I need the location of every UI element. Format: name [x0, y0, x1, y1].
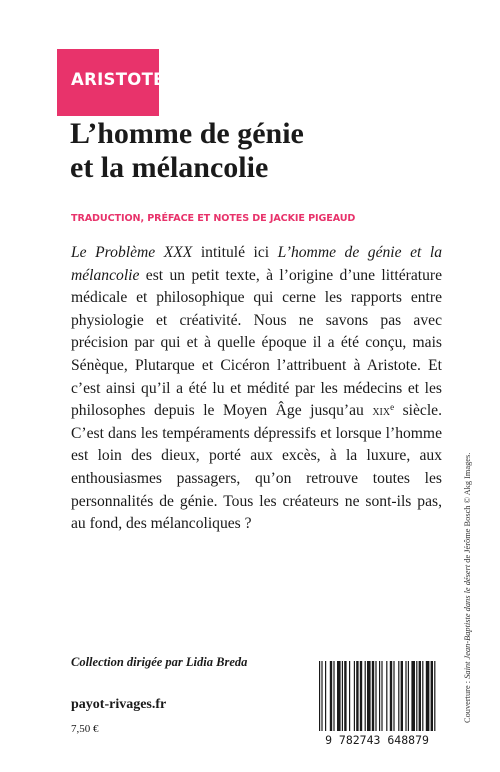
- cover-credit-1: Couverture :: [463, 678, 472, 723]
- barcode-bar: [372, 661, 374, 731]
- barcode-bar: [325, 661, 326, 731]
- barcode-bar: [419, 661, 421, 731]
- barcode-bar: [319, 661, 320, 731]
- publisher-website[interactable]: payot-rivages.fr: [71, 697, 167, 712]
- isbn-barcode: [313, 655, 441, 747]
- barcode-bar: [379, 661, 380, 731]
- barcode-bar: [344, 661, 346, 731]
- barcode-bar: [365, 661, 366, 731]
- barcode-bar: [434, 661, 435, 731]
- barcode-bar: [337, 661, 341, 731]
- cover-image-credit: [463, 453, 472, 723]
- translation-credit: TRADUCTION, PRÉFACE ET NOTES DE JACKIE PIGEAUD: [71, 213, 356, 224]
- title-line-1: L’homme de génie: [70, 117, 304, 150]
- collection-line: Collection dirigée par Lidia Breda: [71, 655, 248, 669]
- barcode-bar: [375, 661, 376, 731]
- isbn-number: 9 782743 648879: [325, 733, 429, 747]
- barcode-bar: [426, 661, 430, 731]
- barcode-bar: [405, 661, 406, 731]
- barcode-bar: [381, 661, 382, 731]
- blurb-text-3: L’homme de génie et la mélancolie: [71, 244, 443, 284]
- book-title: [70, 117, 304, 185]
- barcode-bar: [354, 661, 355, 731]
- barcode-bar: [401, 661, 403, 731]
- author-name: ARISTOTE: [71, 70, 165, 89]
- barcode-bar: [408, 661, 409, 731]
- barcode-bar: [367, 661, 371, 731]
- barcode-bar: [360, 661, 362, 731]
- barcode-bar: [386, 661, 387, 731]
- cover-credit-2: Saint Jean-Baptiste dans le désert: [463, 564, 472, 679]
- barcode-bar: [411, 661, 415, 731]
- blurb-text-5: siècle. C’est dans les tempéraments dépressifs et lorsque l’homme est loin des dieux, porté aux excès, à la luxure, aux enthousiasmes passagers, qu’on retrouve toutes les personnalités de génie. Tous les créateurs ne sont-ils pas, au fond, des mélancoliques ?: [71, 402, 442, 533]
- barcode-bar: [342, 661, 343, 731]
- back-cover-blurb: [71, 242, 442, 536]
- barcode-bar: [431, 661, 433, 731]
- blurb-text-4: est un petit texte, à l’origine d’une littérature médicale et philosophique qui cerne les rapports entre physiologie et créativité. Nous ne savons pas avec précision par qui et à quelle époque il a été conçu, mais Sénèque, Plutarque et Cicéron l’attribuent à Aristote. Et c’est ainsi qu’il a été lu et médité par les médecins et les philosophes depuis le Moyen Âge jusqu’au: [71, 266, 442, 420]
- blurb-text-2: intitulé ici: [192, 244, 278, 261]
- barcode-bar: [333, 661, 334, 731]
- blurb-century: xix: [372, 403, 391, 420]
- barcode-bar: [330, 661, 332, 731]
- blurb-text-1: Le Problème XXX: [71, 244, 193, 261]
- barcode-bar: [416, 661, 417, 731]
- price: 7,50 €: [71, 723, 99, 735]
- barcode-bar: [349, 661, 350, 731]
- blurb-century-sup: e: [390, 402, 395, 413]
- barcode-bar: [356, 661, 358, 731]
- cover-credit-3: de Jérôme Bosch © Akg Images.: [463, 452, 472, 565]
- barcode-bar: [398, 661, 399, 731]
- barcode-bar: [393, 661, 394, 731]
- author-banner: [57, 49, 165, 116]
- barcode-bar: [321, 661, 322, 731]
- title-line-2: et la mélancolie: [70, 151, 269, 184]
- barcode-bar: [422, 661, 423, 731]
- barcode-bar: [390, 661, 392, 731]
